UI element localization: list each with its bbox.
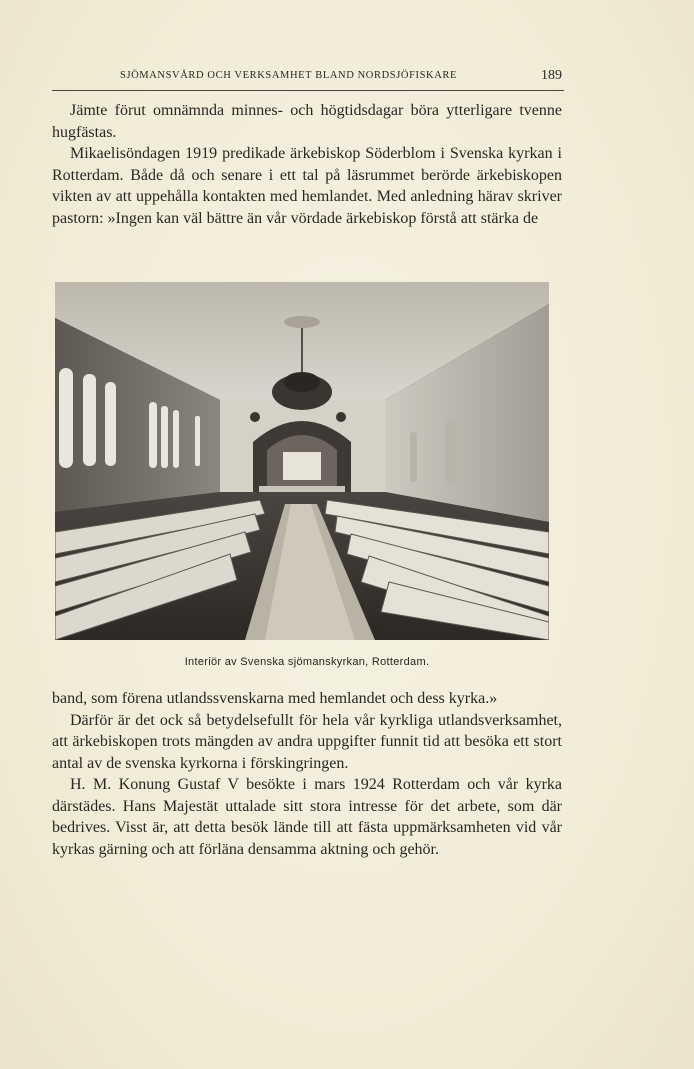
page-number: 189 [541, 68, 562, 83]
page-header [52, 68, 564, 91]
caption-text: Interiör av Svenska sjömanskyrkan, Rotterdam. [184, 656, 430, 668]
paragraph: band, som förena utlandssvenskarna med hemlandet och dess kyrka.» [52, 690, 498, 707]
paragraph: Jämte förut omnämnda minnes- och högtidsdagar böra ytterligare tvenne hugfästas. [52, 102, 562, 141]
text-block-top [52, 100, 562, 229]
running-title: SJÖMANSVÅRD OCH VERKSAMHET BLAND NORDSJÖFISKARE [120, 70, 458, 81]
paragraph: H. M. Konung Gustaf V besökte i mars 1924 Rotterdam och vår kyrka därstädes. Hans Majestät uttalade sitt stora intresse för det arbete, som där bedrives. Visst är, att detta besök lände till att fästa uppmärksamheten vid vår kyrkas gärning och att förläna densamma aktning och gehör. [52, 776, 562, 858]
paragraph: Därför är det ock så betydelsefullt för hela vår kyrkliga utlandsverksamhet, att ärkebiskopen trots mängden av andra uppgifter funnit tid att besöka ett stort antal av de svenska kyrkorna i förskingringen. [52, 711, 562, 772]
church-interior-photo [55, 282, 549, 640]
text-block-bottom [52, 688, 562, 860]
paragraph: Mikaelisöndagen 1919 predikade ärkebiskop Söderblom i Svenska kyrkan i Rotterdam. Både då och senare i ett tal på läsrummet berörde ärkebiskopen vikten av att uppehålla kontakten med hemlandet. Med anledning härav skriver pastorn: »Ingen kan väl bättre än vår vördade ärkebiskop förstå att stärka de [52, 145, 562, 227]
figure-caption [52, 656, 562, 668]
